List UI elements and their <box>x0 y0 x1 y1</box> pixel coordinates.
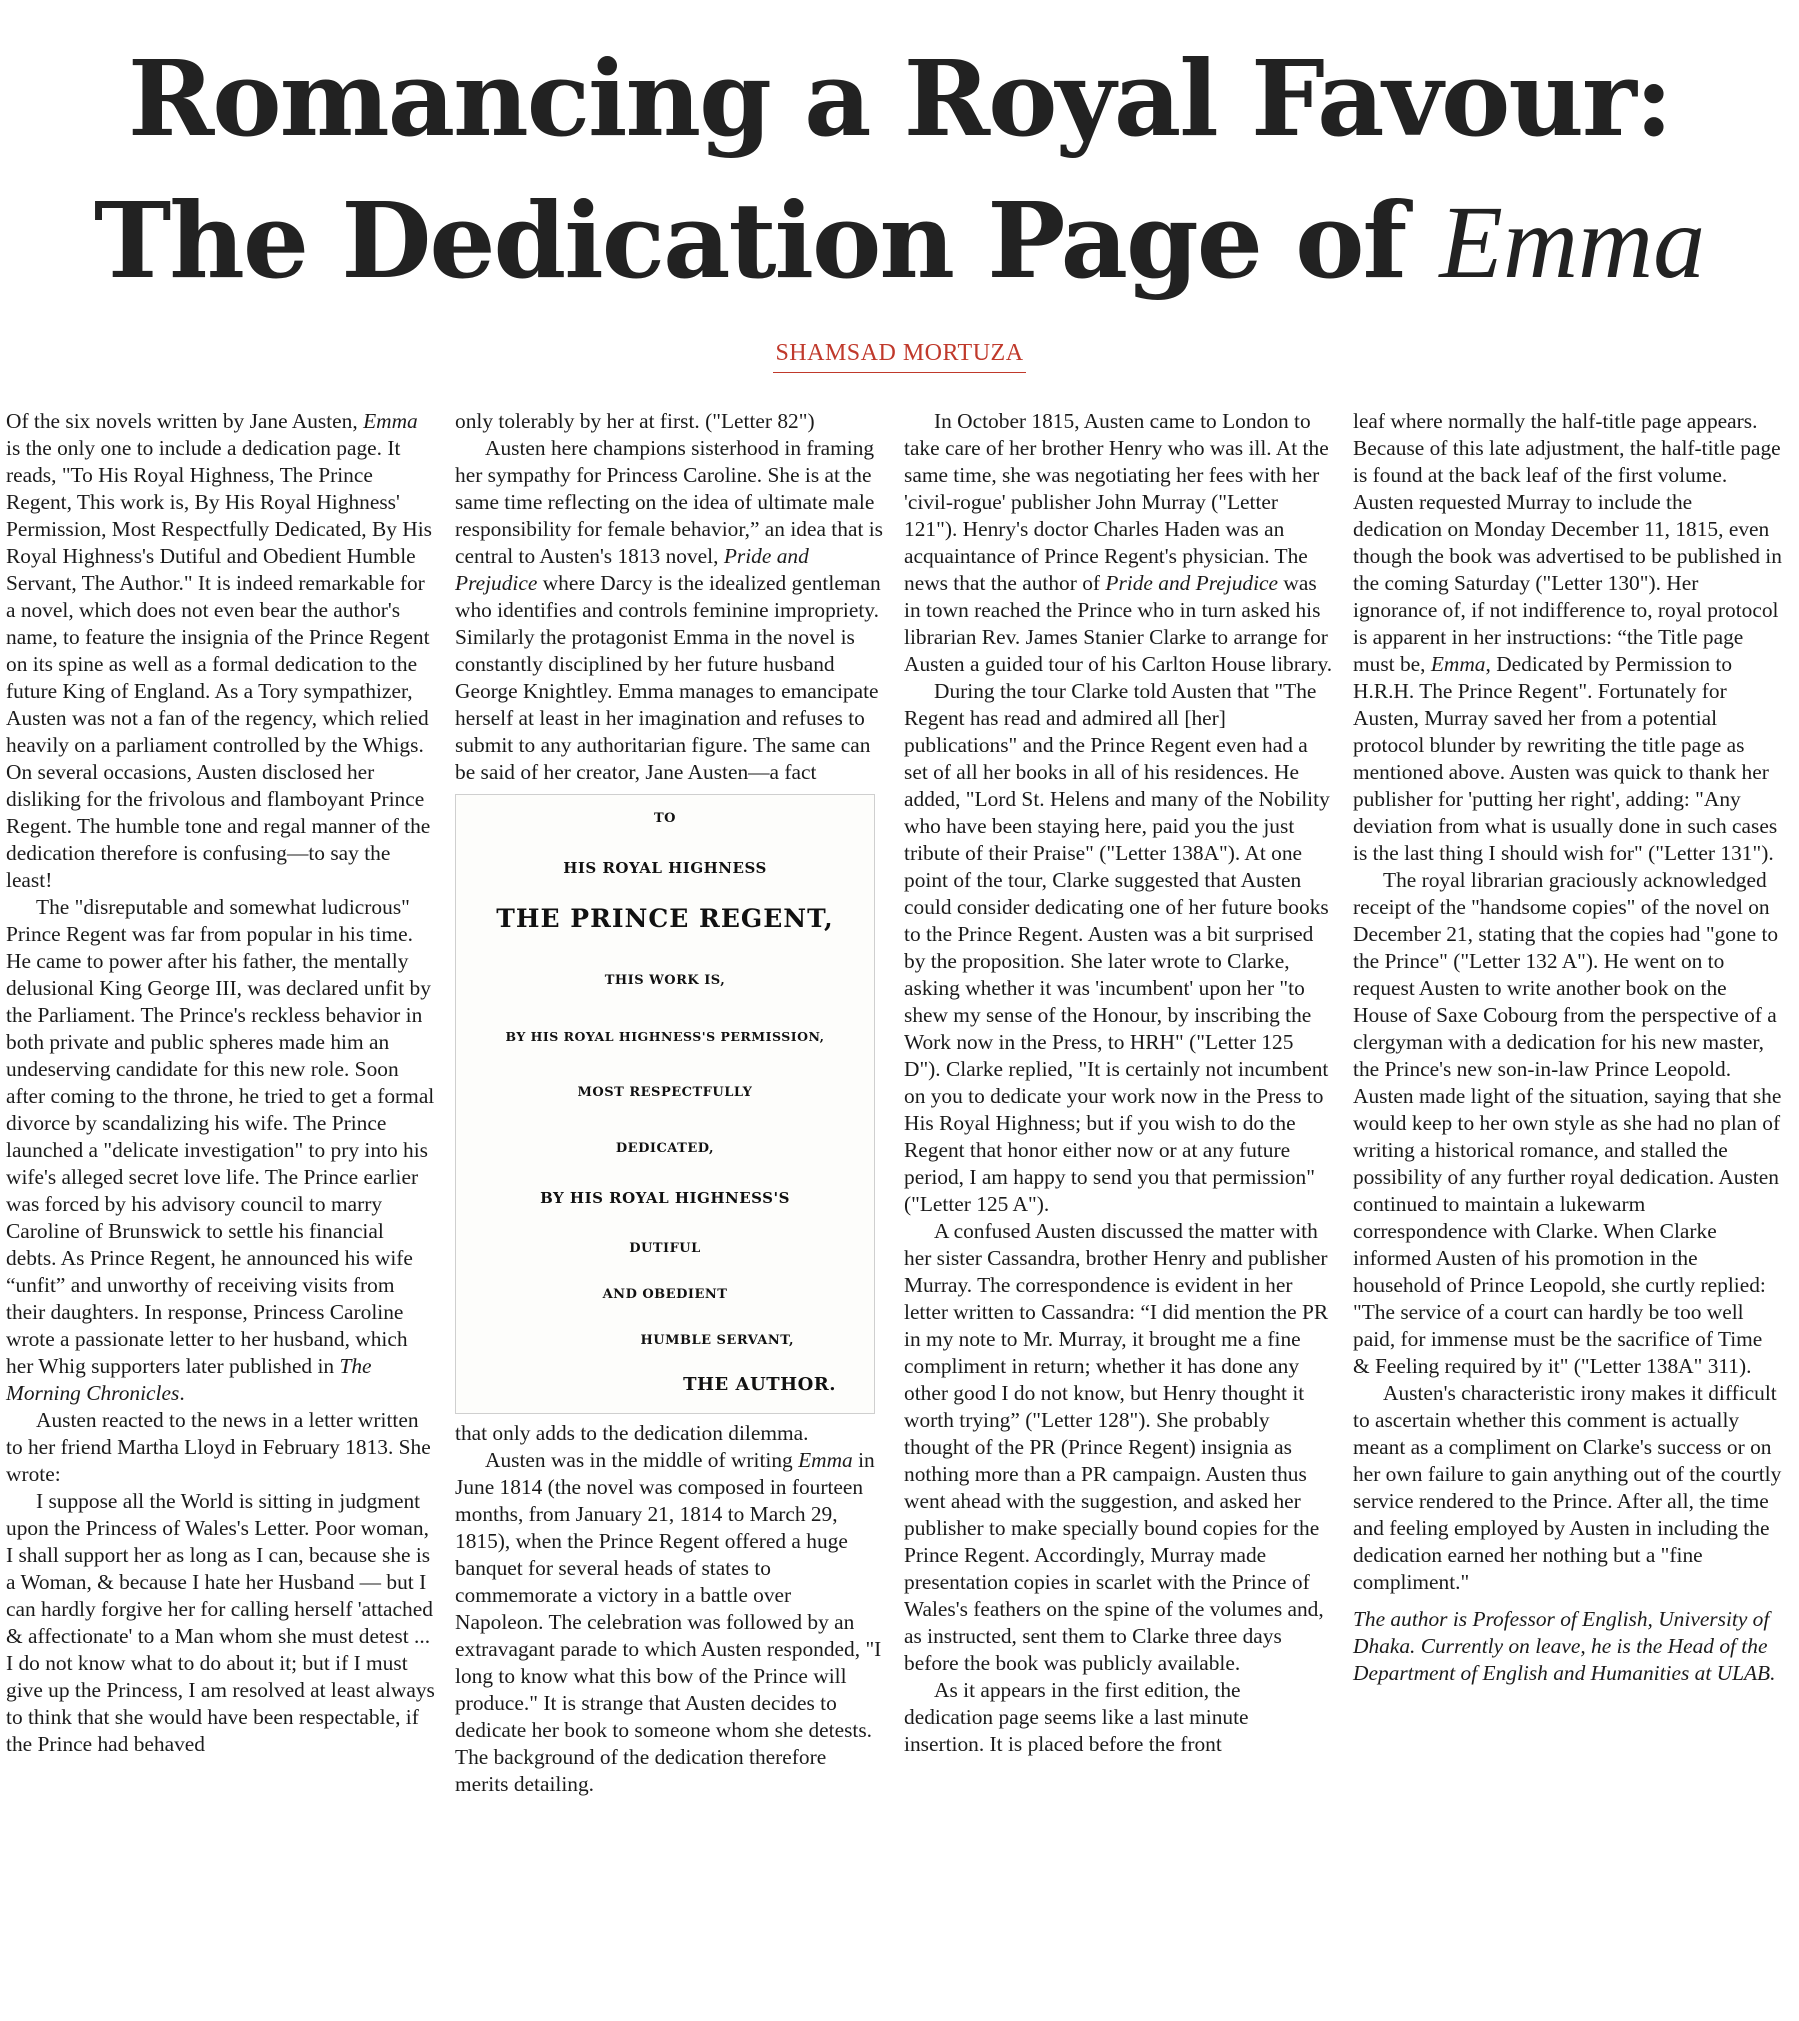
paragraph: During the tour Clarke told Austen that "The Regent has read and admired all [her] publications" and the Prince Regent even had a set of all her books in all of his residences. He added, "Lord St. Helens and many of the Nobility who have been staying here, paid you the just tribute of their Praise" ("Letter 138A"). At one point of the tour, Clarke suggested that Austen could consider dedicating one of her future books to the Prince Regent. Austen was a bit surprised by the proposition. She later wrote to Clarke, asking whether it was 'incumbent' upon her "to shew my sense of the Honour, by inscribing the Work now in the Press, to HRH" ("Letter 125 D"). Clarke replied, "It is certainly not incumbent on you to dedicate your work now in the Press to His Royal Highness; but if you wish to do the Regent that honor either now or at any future period, I am happy to send you that permission" ("Letter 125 A"). <box>904 679 1330 1216</box>
article-column-1 <box>6 408 436 1758</box>
dedication-line: THIS WORK IS, <box>604 973 726 988</box>
paragraph: only tolerably by her at first. ("Letter 82") <box>455 409 815 433</box>
paragraph: Austen was in the middle of writing Emma in June 1814 (the novel was composed in fourteen months, from January 21, 1814 to March 29, 1815), when the Prince Regent offered a huge banquet for several heads of states to commemorate a victory in a battle over Napoleon. The celebration was followed by an extravagant parade to which Austen responded, "I long to know what this bow of the Prince will produce." It is strange that Austen decides to dedicate her book to someone whom she detests. The background of the dedication therefore merits detailing. <box>455 1448 882 1796</box>
block-quote: I suppose all the World is sitting in judgment upon the Princess of Wales's Letter. Poor woman, I shall support her as long as I can, because she is a Woman, & because I hate her Husband — but I can hardly forgive her for calling herself 'attached & affectionate' to a Man whom she must detest ... I do not know what to do about it; but if I must give up the Princess, I am resolved at least always to think that she would have been respectable, if the Prince had behaved <box>6 1489 435 1756</box>
headline-book-title: Emma <box>1439 185 1706 300</box>
byline <box>0 340 1799 373</box>
article-column-2 <box>455 408 885 1798</box>
paragraph: Austen's characteristic irony makes it difficult to ascertain whether this comment is actually meant as a compliment on Clarke's success or on her own failure to gain anything out of the courtly service rendered to the Prince. After all, the time and feeling employed by Austen in including the dedication earned her nothing but a "fine compliment." <box>1353 1381 1782 1594</box>
dedication-line: DUTIFUL <box>629 1241 701 1256</box>
paragraph: that only adds to the dedication dilemma. <box>455 1421 809 1445</box>
author-name: SHAMSAD MORTUZA <box>773 340 1025 373</box>
paragraph: leaf where normally the half-title page appears. Because of this late adjustment, the half-title page is found at the back leaf of the first volume. Austen requested Murray to include the dedication on Monday December 11, 1815, even though the book was advertised to be published in the coming Saturday ("Letter 130"). Her ignorance of, if not indifference to, royal protocol is apparent in her instructions: “the Title page must be, Emma, Dedicated by Permission to H.R.H. The Prince Regent". Fortunately for Austen, Murray saved her from a potential protocol blunder by rewriting the title page as mentioned above. Austen was quick to thank her publisher for 'putting her right', adding: "Any deviation from what is usually done in such cases is the last thing I should wish for" ("Letter 131"). <box>1353 409 1782 865</box>
dedication-page-image <box>455 794 875 1414</box>
headline-line-2-text: The Dedication Page of <box>93 179 1440 302</box>
dedication-line: TO <box>654 811 676 826</box>
dedication-line: MOST RESPECTFULLY <box>577 1085 753 1100</box>
article-headline <box>0 28 1799 314</box>
dedication-line: HUMBLE SERVANT, <box>640 1333 794 1348</box>
headline-line-2 <box>0 170 1799 314</box>
paragraph: A confused Austen discussed the matter with her sister Cassandra, brother Henry and publisher Murray. The correspondence is evident in her letter written to Cassandra: “I did mention the PR in my note to Mr. Murray, it brought me a fine compliment in return; whether it has done any other good I do not know, but Henry thought it worth trying” ("Letter 128"). She probably thought of the PR (Prince Regent) insignia as nothing more than a PR campaign. Austen thus went ahead with the suggestion, and asked her publisher to make specially bound copies for the Prince Regent. Accordingly, Murray made presentation copies in scarlet with the Prince of Wales's feathers on the spine of the volumes and, as instructed, sent them to Clarke three days before the book was publicly available. <box>904 1219 1329 1675</box>
paragraph: Austen here champions sisterhood in framing her sympathy for Princess Caroline. She is at the same time reflecting on the idea of ultimate male responsibility for female behavior,” an idea that is central to Austen's 1813 novel, Pride and Prejudice where Darcy is the idealized gentleman who identifies and controls feminine impropriety. Similarly the protagonist Emma in the novel is constantly disciplined by her future husband George Knightley. Emma manages to emancipate herself at least in her imagination and refuses to submit to any authoritarian figure. The same can be said of her creator, Jane Austen—a fact <box>455 436 884 784</box>
dedication-line: DEDICATED, <box>615 1141 715 1156</box>
dedication-line: AND OBEDIENT <box>602 1287 728 1302</box>
dedication-line: BY HIS ROYAL HIGHNESS'S PERMISSION, <box>505 1029 825 1044</box>
paragraph: As it appears in the first edition, the dedication page seems like a last minute insertion. It is placed before the front <box>904 1678 1249 1756</box>
dedication-line: HIS ROYAL HIGHNESS <box>563 859 767 877</box>
dedication-line: THE AUTHOR. <box>683 1374 836 1395</box>
paragraph: The royal librarian graciously acknowledged receipt of the "handsome copies" of the novel on December 21, stating that the copies had "gone to the Prince" ("Letter 132 A"). He went on to request Austen to write another book on the House of Saxe Cobourg from the perspective of a clergyman with a dedication for his new master, the Prince's new son-in-law Prince Leopold. Austen made light of the situation, saying that she would keep to her own style as she had no plan of writing a historical romance, and stalled the possibility of any further royal dedication. Austen continued to maintain a lukewarm correspondence with Clarke. When Clarke informed Austen of his promotion in the household of Prince Leopold, she curtly replied: "The service of a court can hardly be too well paid, for immense must be the sacrifice of Time & Feeling required by it" ("Letter 138A" 311). <box>1353 868 1782 1378</box>
headline-line-1: Romancing a Royal Favour: <box>127 37 1672 160</box>
article-column-4 <box>1353 408 1783 1687</box>
dedication-line: BY HIS ROYAL HIGHNESS'S <box>540 1189 790 1207</box>
paragraph: In October 1815, Austen came to London to take care of her brother Henry who was ill. At the same time, she was negotiating her fees with her 'civil-rogue' publisher John Murray ("Letter 121"). Henry's doctor Charles Haden was an acquaintance of Prince Regent's physician. The news that the author of Pride and Prejudice was in town reached the Prince who in turn asked his librarian Rev. James Stanier Clarke to arrange for Austen a guided tour of his Carlton House library. <box>904 409 1333 676</box>
paragraph: Of the six novels written by Jane Austen, Emma is the only one to include a dedication page. It reads, "To His Royal Highness, The Prince Regent, This work is, By His Royal Highness' Permission, Most Respectfully Dedicated, By His Royal Highness's Dutiful and Obedient Humble Servant, The Author." It is indeed remarkable for a novel, which does not even bear the author's name, to feature the insignia of the Prince Regent on its spine as well as a formal dedication to the future King of England. As a Tory sympathizer, Austen was not a fan of the regency, which relied heavily on a parliament controlled by the Whigs. On several occasions, Austen disclosed her disliking for the frivolous and flamboyant Prince Regent. The humble tone and regal manner of the dedication therefore is confusing—to say the least! <box>6 409 432 892</box>
paragraph: Austen reacted to the news in a letter written to her friend Martha Lloyd in February 1813. She wrote: <box>6 1408 431 1486</box>
author-bio: The author is Professor of English, University of Dhaka. Currently on leave, he is the Head of the Department of English and Humanities at ULAB. <box>1353 1607 1776 1685</box>
dedication-line: THE PRINCE REGENT, <box>496 904 834 933</box>
paragraph: The "disreputable and somewhat ludicrous" Prince Regent was far from popular in his time. He came to power after his father, the mentally delusional King George III, was declared unfit by the Parliament. The Prince's reckless behavior in both private and public spheres made him an undeserving candidate for this new role. Soon after coming to the throne, he tried to get a formal divorce by scandalizing his wife. The Prince launched a "delicate investigation" to pry into his wife's alleged secret love life. The Prince earlier was forced by his advisory council to marry Caroline of Brunswick to settle his financial debts. As Prince Regent, he announced his wife “unfit” and unworthy of receiving visits from their daughters. In response, Princess Caroline wrote a passionate letter to her husband, which her Whig supporters later published in The Morning Chronicles. <box>6 895 435 1405</box>
article-column-3 <box>904 408 1334 1758</box>
